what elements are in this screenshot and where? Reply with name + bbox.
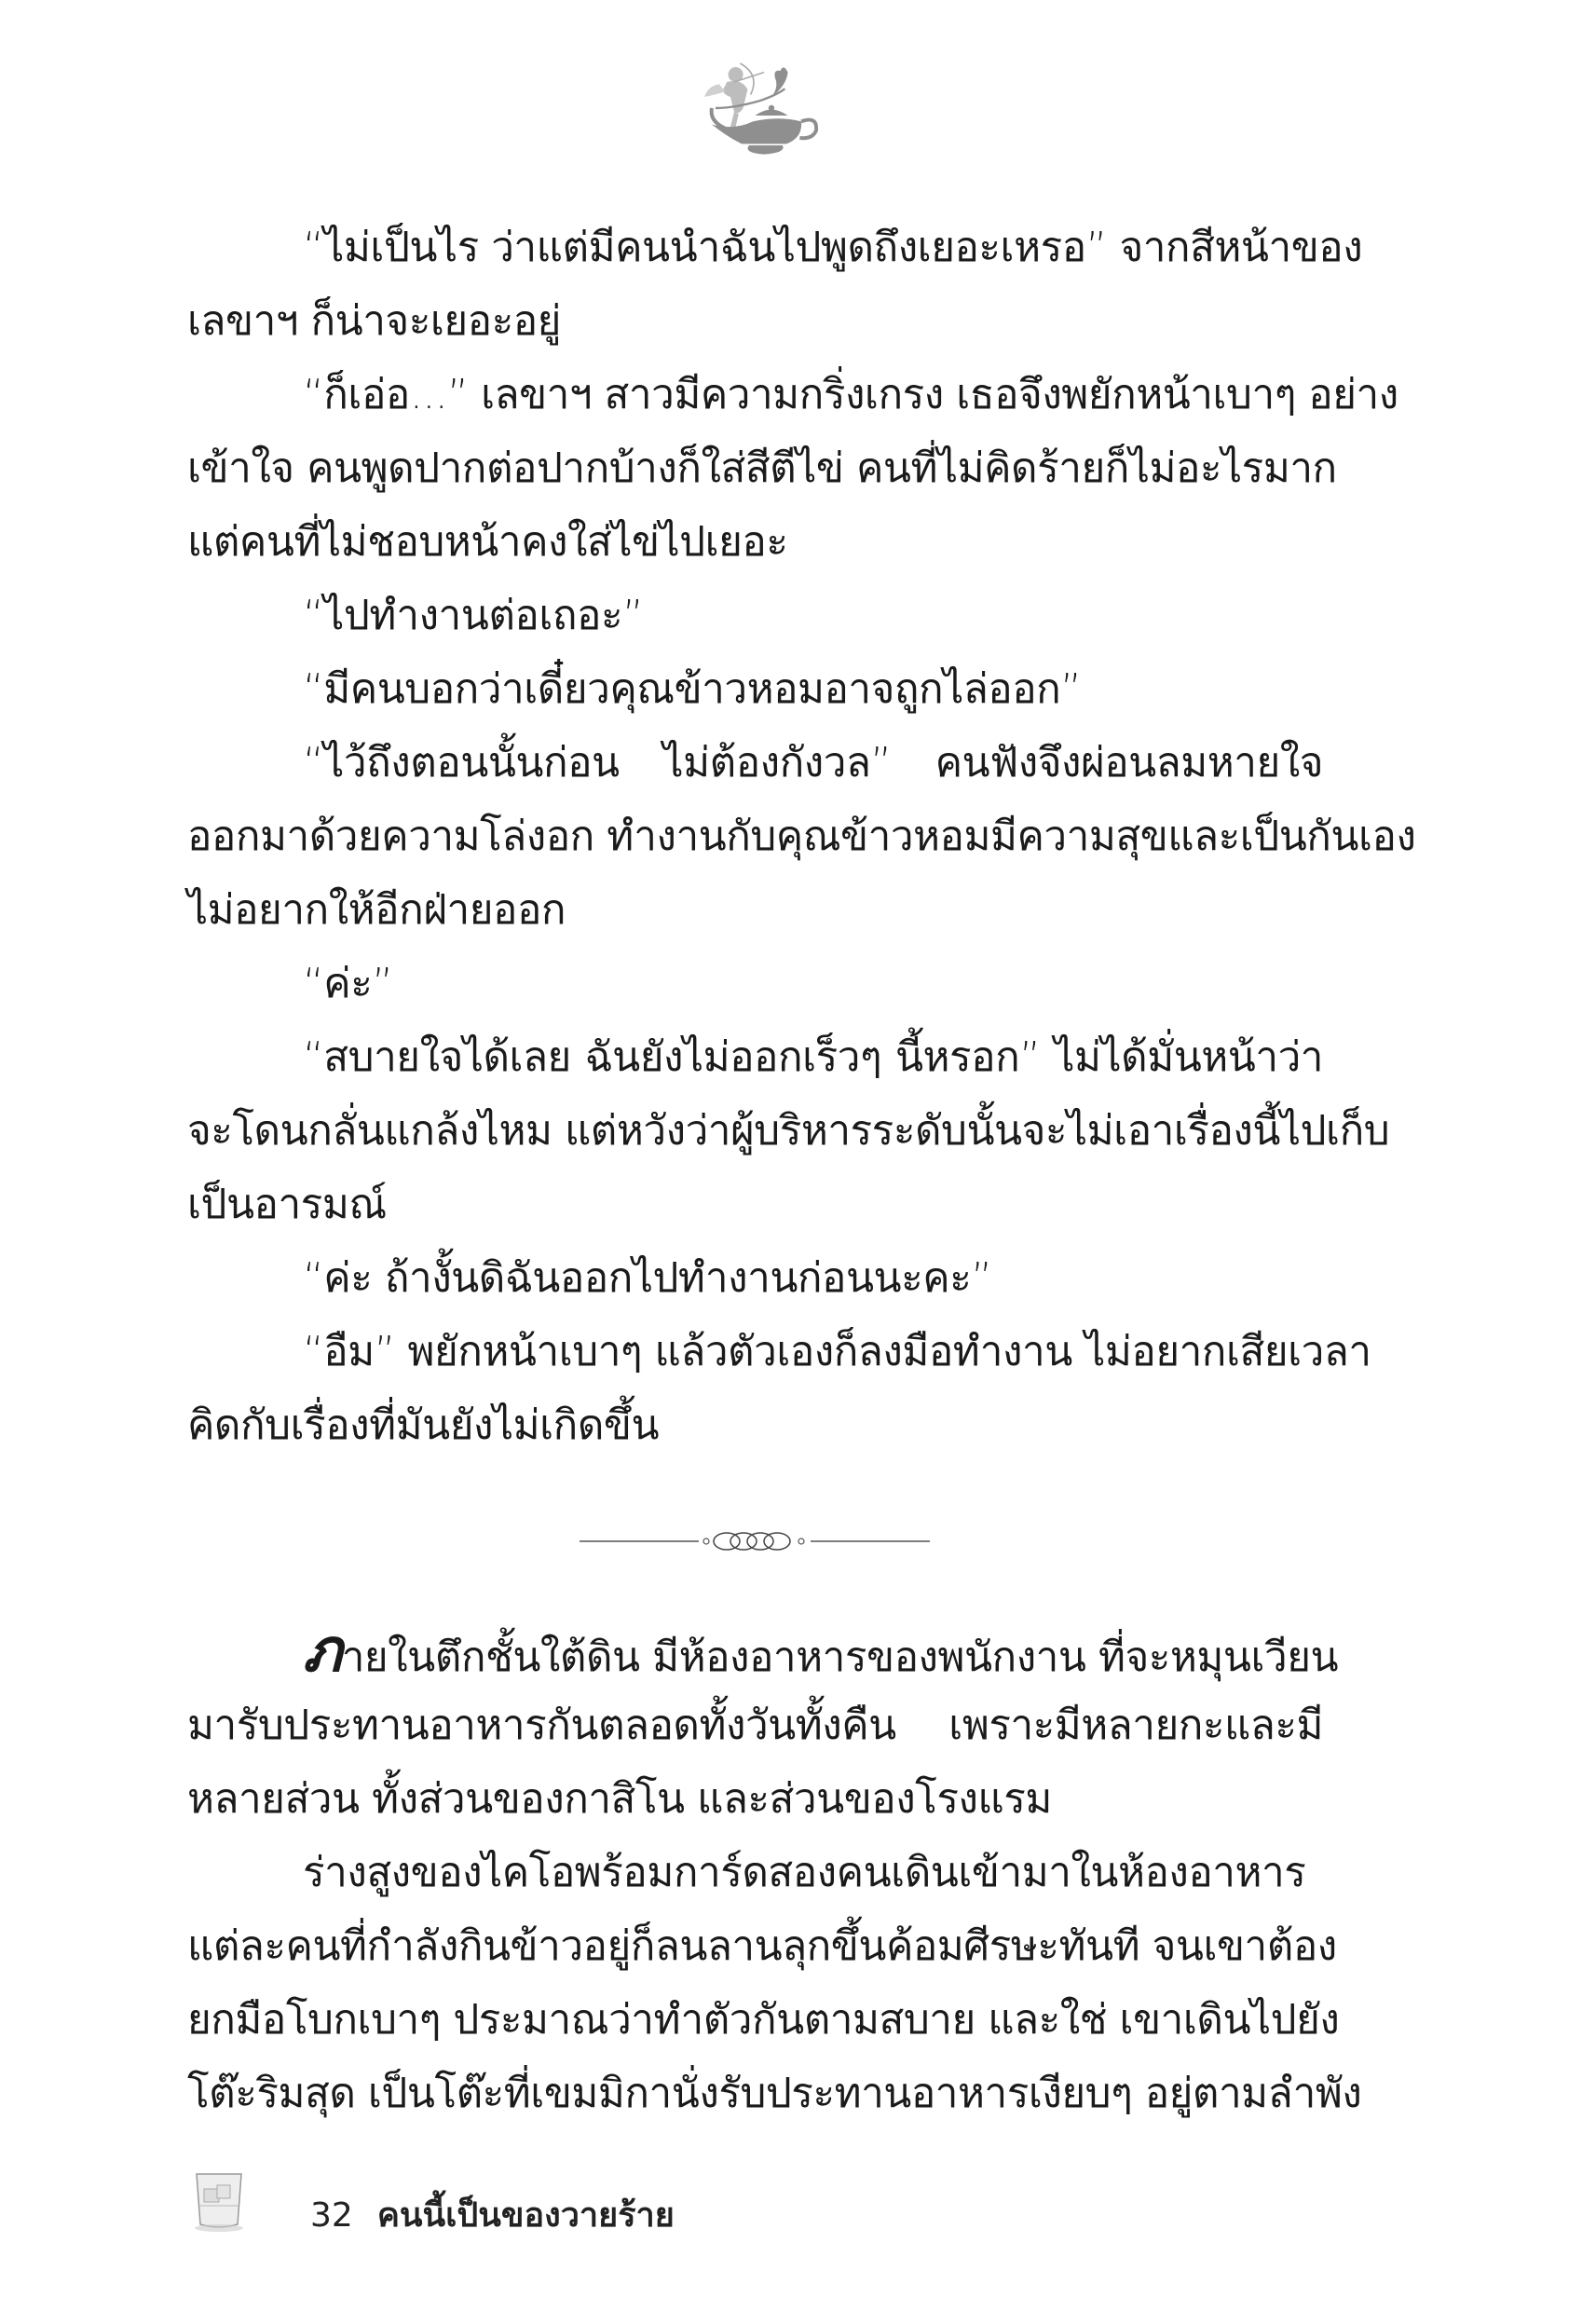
page-footer [310,2188,675,2241]
text-line: เป็นอารมณ์ [187,1181,387,1228]
text-line: “ไม่เป็นไร ว่าแต่มีคนนำฉันไปพูดถึงเยอะเหรอ” จากสีหน้าของ [303,224,1363,271]
drop-cap: ภ [303,1617,342,1686]
book-title: คนนี้เป็นของวายร้าย [376,2196,675,2235]
text-line: คิดกับเรื่องที่มันยังไม่เกิดขึ้น [187,1402,660,1449]
text-line: หลายส่วน ทั้งส่วนของกาสิโน และส่วนของโรงแรม [187,1775,1052,1823]
text-line: ไม่อยากให้อีกฝ่ายออก [187,886,566,934]
text-line: ยกมือโบกเบาๆ ประมาณว่าทำตัวกันตามสบาย และใช่ เขาเดินไปยัง [187,1996,1340,2044]
text-line: “ไว้ถึงตอนนั้นก่อน ไม่ต้องกังวล” คนฟังจึงผ่อนลมหายใจ [303,739,1323,786]
text-line: “ค่ะ” [303,960,393,1007]
text-line-rest: ายในตึกชั้นใต้ดิน มีห้องอาหารของพนักงาน ที่จะหมุนเวียน [341,1634,1339,1681]
scroll-divider-ornament [578,1525,932,1558]
text-line: โต๊ะริมสุด เป็นโต๊ะที่เขมมิกานั่งรับประทานอาหารเงียบๆ อยู่ตามลำพัง [187,2070,1362,2117]
text-line: มารับประทานอาหารกันตลอดทั้งวันทั้งคืน เพราะมีหลายกะและมี [187,1702,1323,1749]
text-line: “มีคนบอกว่าเดี๋ยวคุณข้าวหอมอาจถูกไล่ออก” [303,665,1082,713]
text-line: “ก็เอ่อ...” เลขาฯ สาวมีความกริ่งเกรง เธอจึงพยักหน้าเบาๆ อย่าง [303,371,1398,418]
text-line: จะโดนกลั่นแกล้งไหม แต่หวังว่าผู้บริหารระดับนั้นจะไม่เอาเรื่องนี้ไปเก็บ [187,1107,1390,1155]
text-line: “ค่ะ ถ้างั้นดิฉันออกไปทำงานก่อนนะคะ” [303,1254,992,1302]
text-line: “อืม” พยักหน้าเบาๆ แล้วตัวเองก็ลงมือทำงาน ไม่อยากเสียเวลา [303,1328,1371,1375]
text-line: ร่างสูงของไคโอพร้อมการ์ดสองคนเดินเข้ามาในห้องอาหาร [303,1849,1306,1896]
text-line: เข้าใจ คนพูดปากต่อปากบ้างก็ใส่สีตีไข่ คนที่ไม่คิดร้ายก็ไม่อะไรมาก [187,444,1337,492]
text-line: “สบายใจได้เลย ฉันยังไม่ออกเร็วๆ นี้หรอก” ไม่ได้มั่นหน้าว่า [303,1033,1323,1081]
text-line: “ไปทำงานต่อเถอะ” [303,592,644,639]
cupid-teapot-logo [689,56,839,168]
page-number: 32 [310,2196,353,2235]
whisky-glass-icon [191,2168,247,2234]
text-line: เลขาฯ ก็น่าจะเยอะอยู่ [187,297,561,345]
text-line: แต่คนที่ไม่ชอบหน้าคงใส่ไข่ไปเยอะ [187,518,788,566]
text-line: แต่ละคนที่กำลังกินข้าวอยู่ก็ลนลานลุกขึ้นค้อมศีรษะทันที จนเขาต้อง [187,1922,1337,1970]
text-line: ออกมาด้วยความโล่งอก ทำงานกับคุณข้าวหอมมีความสุขและเป็นกันเอง [187,813,1416,860]
text-line [303,1615,1339,1689]
